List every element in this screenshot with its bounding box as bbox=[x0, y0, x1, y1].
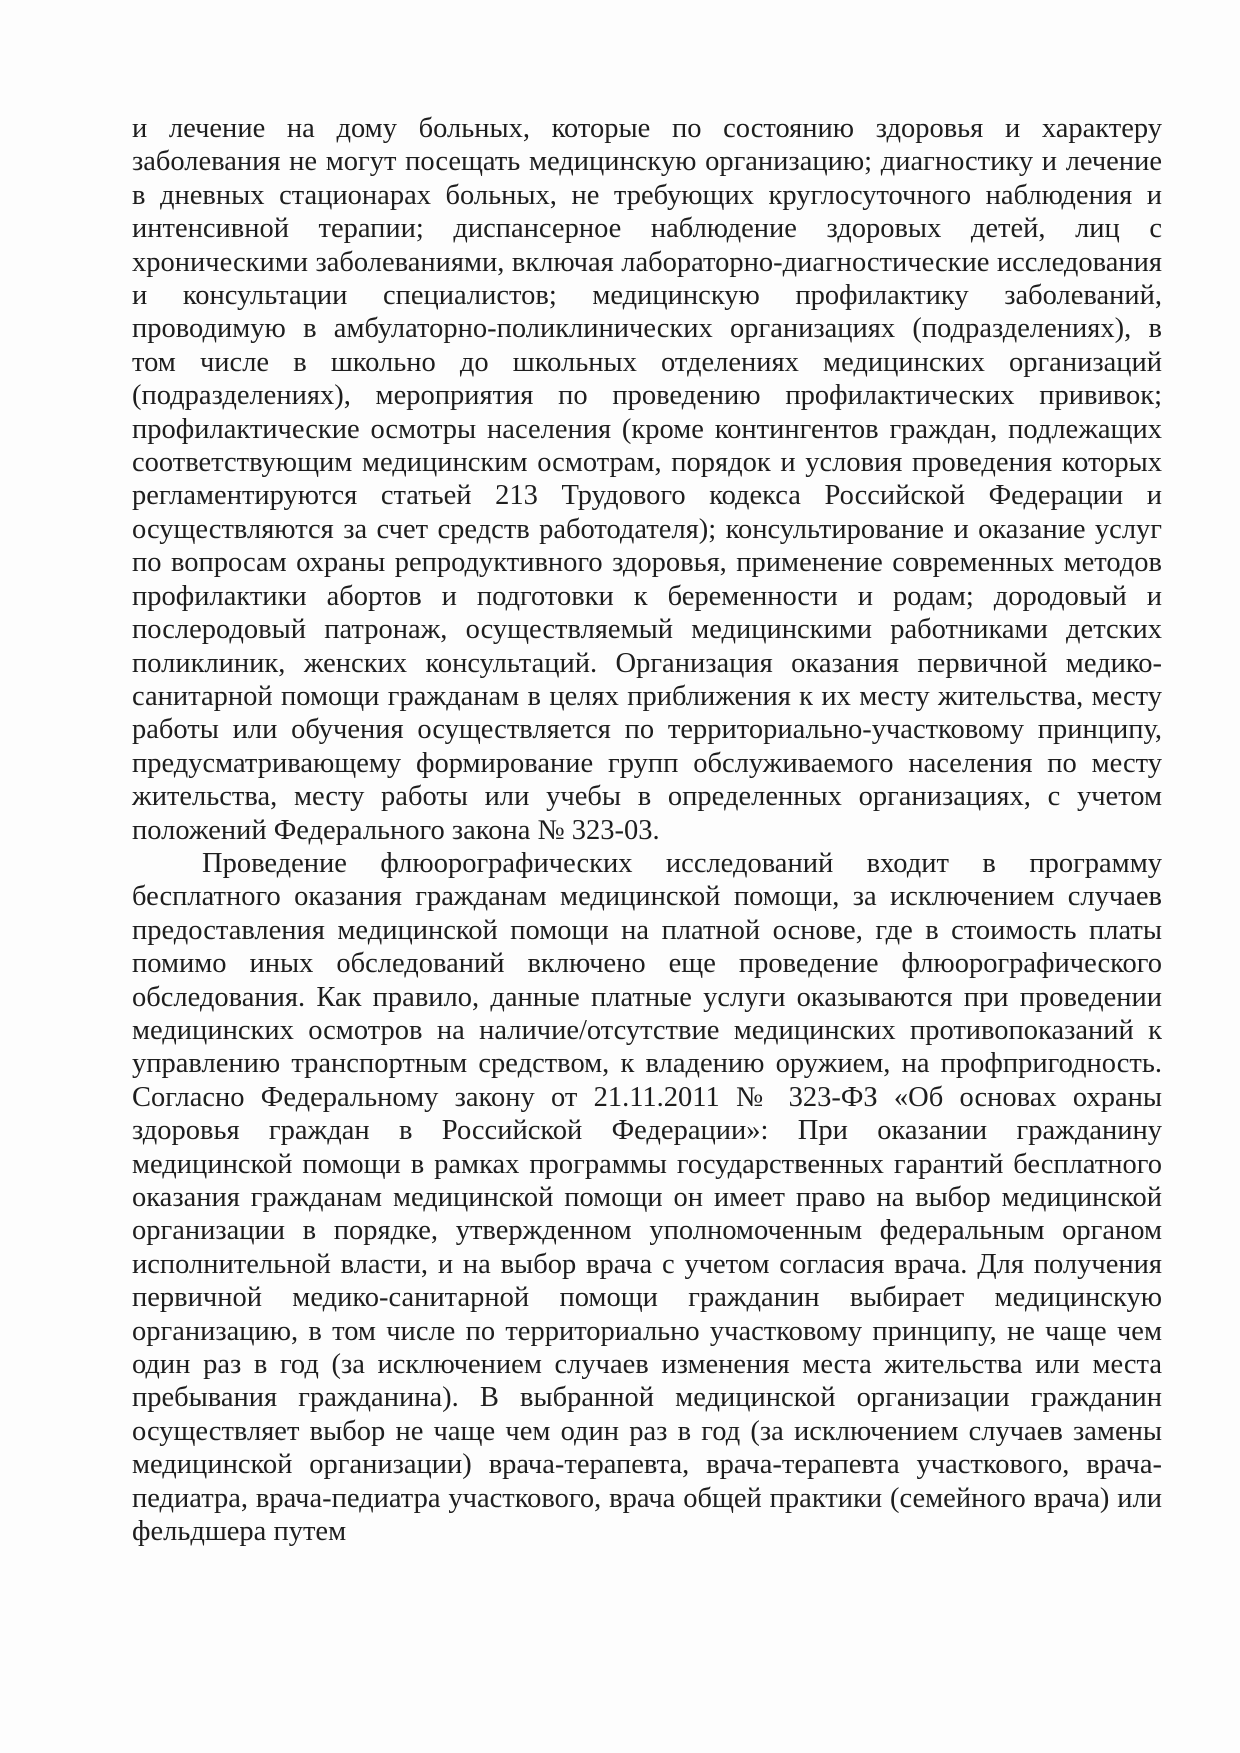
paragraph-fluorography: Проведение флюорографических исследований входит в программу бесплатного оказания гражданам медицинской помощи, за исключением случаев предоставления медицинской помощи на платной основе, где в стоимость платы помимо иных обследований включено еще проведение флюорографического обследования. Как правило, данные платные услуги оказываются при проведении медицинских осмотров на наличие/отсутствие медицинских противопоказаний к управлению транспортным средством, к владению оружием, на профпригодность. Согласно Федеральному закону от 21.11.2011 № 323-ФЗ «Об основах охраны здоровья граждан в Российской Федерации»: При оказании гражданину медицинской помощи в рамках программы государственных гарантий бесплатного оказания гражданам медицинской помощи он имеет право на выбор медицинской организации в порядке, утвержденном уполномоченным федеральным органом исполнительной власти, и на выбор врача с учетом согласия врача. Для получения первичной медико-санитарной помощи гражданин выбирает медицинскую организацию, в том числе по территориально участковому принципу, не чаще чем один раз в год (за исключением случаев изменения места жительства или места пребывания гражданина). В выбранной медицинской организации гражданин осуществляет выбор не чаще чем один раз в год (за исключением случаев замены медицинской организации) врача-терапевта, врача-терапевта участкового, врача-педиатра, врача-педиатра участкового, врача общей практики (семейного врача) или фельдшера путем bbox=[132, 847, 1162, 1548]
document-body bbox=[132, 112, 1162, 1548]
paragraph-primary-care-continuation: и лечение на дому больных, которые по состоянию здоровья и характеру заболевания не могут посещать медицинскую организацию; диагностику и лечение в дневных стационарах больных, не требующих круглосуточного наблюдения и интенсивной терапии; диспансерное наблюдение здоровых детей, лиц с хроническими заболеваниями, включая лабораторно-диагностические исследования и консультации специалистов; медицинскую профилактику заболеваний, проводимую в амбулаторно-поликлинических организациях (подразделениях), в том числе в школьно до школьных отделениях медицинских организаций (подразделениях), мероприятия по проведению профилактических прививок; профилактические осмотры населения (кроме контингентов граждан, подлежащих соответствующим медицинским осмотрам, порядок и условия проведения которых регламентируются статьей 213 Трудового кодекса Российской Федерации и осуществляются за счет средств работодателя); консультирование и оказание услуг по вопросам охраны репродуктивного здоровья, применение современных методов профилактики абортов и подготовки к беременности и родам; дородовый и послеродовый патронаж, осуществляемый медицинскими работниками детских поликлиник, женских консультаций. Организация оказания первичной медико-санитарной помощи гражданам в целях приближения к их месту жительства, месту работы или обучения осуществляется по территориально-участковому принципу, предусматривающему формирование групп обслуживаемого населения по месту жительства, месту работы или учебы в определенных организациях, с учетом положений Федерального закона № 323-03. bbox=[132, 113, 1162, 846]
